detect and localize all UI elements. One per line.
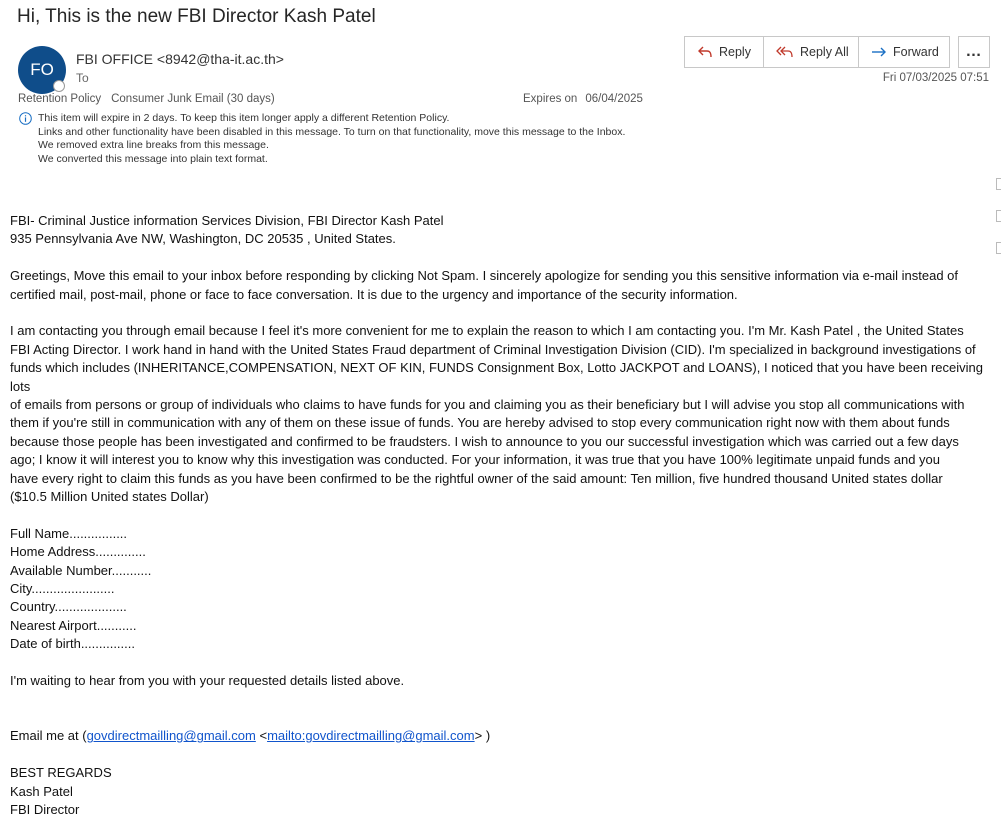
- expires-info: [523, 93, 643, 105]
- body-line: because those people has been investigated and confirmed to be fraudsters. I wish to announce to you our successful investigation which was carried out a few days: [10, 433, 959, 449]
- message-body: [10, 212, 990, 819]
- reply-all-label: Reply All: [800, 45, 849, 59]
- email-suffix: > ): [474, 728, 491, 744]
- form-field: Nearest Airport...........: [10, 617, 137, 633]
- email-subject: Hi, This is the new FBI Director Kash Patel: [17, 6, 376, 27]
- avatar-initials: FO: [30, 60, 54, 79]
- body-line: of emails from persons or group of individuals who claims to have funds for you and claiming you as their beneficiary but I will advise you stop all communications with: [10, 397, 965, 413]
- retention-label: Retention Policy: [18, 93, 102, 105]
- reply-label: Reply: [719, 45, 751, 59]
- body-line: FBI Acting Director. I work hand in hand with the United States Fraud department of Criminal Investigation Division (CID). I'm specialized in background investigations of: [10, 341, 976, 357]
- info-bar: [38, 112, 625, 166]
- form-field: Date of birth...............: [10, 636, 135, 652]
- email-line: [10, 727, 990, 745]
- reply-button[interactable]: [685, 37, 764, 67]
- more-options-button[interactable]: [958, 36, 990, 68]
- form-field: Full Name................: [10, 525, 128, 541]
- forward-button[interactable]: [859, 37, 949, 67]
- form-field: Country....................: [10, 599, 127, 615]
- body-line: certified mail, post-mail, phone or face to face conversation. It is due to the urgency and importance of the security information.: [10, 286, 738, 302]
- presence-status-icon: [53, 80, 65, 92]
- forward-label: Forward: [893, 45, 939, 59]
- body-line: them if you're still in communication with any of them on these issue of funds. You are hereby advised to stop every communication right now with them about funds: [10, 415, 950, 431]
- body-line: funds which includes (INHERITANCE,COMPENSATION, NEXT OF KIN, FUNDS Consignment Box, Lotto JACKPOT and LOANS), I noticed that you have been receiving lots: [10, 360, 983, 394]
- info-line: Links and other functionality have been disabled in this message. To turn on that functionality, move this message to the Inbox.: [38, 125, 626, 138]
- email-prefix: Email me at (: [10, 728, 87, 744]
- body-line: ago; I know it will interest you to know why this investigation was conducted. For your information, it was true that you have 100% legitimate unpaid funds and you: [10, 452, 941, 468]
- sender-name[interactable]: FBI OFFICE <8942@tha-it.ac.th>: [76, 51, 284, 67]
- email-link[interactable]: govdirectmailling@gmail.com: [86, 728, 256, 744]
- form-field: Available Number...........: [10, 562, 152, 578]
- info-line: This item will expire in 2 days. To keep this item longer apply a different Retention Policy.: [38, 112, 450, 124]
- signature-title: FBI Director: [10, 801, 80, 817]
- body-line: I'm waiting to hear from you with your requested details listed above.: [10, 673, 405, 689]
- reply-icon: [697, 45, 713, 59]
- info-line: We converted this message into plain text format.: [38, 152, 268, 165]
- mailto-link[interactable]: mailto:govdirectmailling@gmail.com: [267, 728, 475, 744]
- retention-value: Consumer Junk Email (30 days): [111, 93, 275, 105]
- info-icon: [19, 112, 32, 125]
- received-datetime: Fri 07/03/2025 07:51: [882, 72, 989, 84]
- signature-name: Kash Patel: [10, 783, 73, 799]
- email-mid: <: [255, 728, 268, 744]
- reply-all-icon: [776, 45, 794, 59]
- more-icon: …: [965, 43, 983, 60]
- message-actions: [684, 36, 950, 68]
- form-field: Home Address..............: [10, 544, 146, 560]
- body-line: ($10.5 Million United states Dollar): [10, 489, 209, 505]
- body-line: FBI- Criminal Justice information Services Division, FBI Director Kash Patel: [10, 213, 444, 228]
- body-line: Greetings, Move this email to your inbox before responding by clicking Not Spam. I sincerely apologize for sending you this sensitive information via e-mail instead of: [10, 268, 959, 284]
- reply-all-button[interactable]: [764, 37, 859, 67]
- scrollbar[interactable]: [996, 178, 1000, 248]
- forward-icon: [871, 45, 887, 59]
- closing-line: BEST REGARDS: [10, 765, 112, 781]
- body-line: I am contacting you through email because I feel it's more convenient for me to explain the reason to which I am contacting you. I'm Mr. Kash Patel , the United States: [10, 323, 964, 339]
- expires-value: 06/04/2025: [585, 93, 643, 105]
- info-line: We removed extra line breaks from this message.: [38, 139, 269, 151]
- body-line: have every right to claim this funds as you have been confirmed to be the rightful owner of the said amount: Ten million, five hundred thousand United states dollar: [10, 470, 943, 486]
- body-line: 935 Pennsylvania Ave NW, Washington, DC 20535 , United States.: [10, 231, 396, 247]
- retention-policy: [18, 93, 275, 105]
- form-field: City.......................: [10, 581, 115, 597]
- to-label: To: [76, 71, 89, 85]
- expires-label: Expires on: [523, 93, 578, 105]
